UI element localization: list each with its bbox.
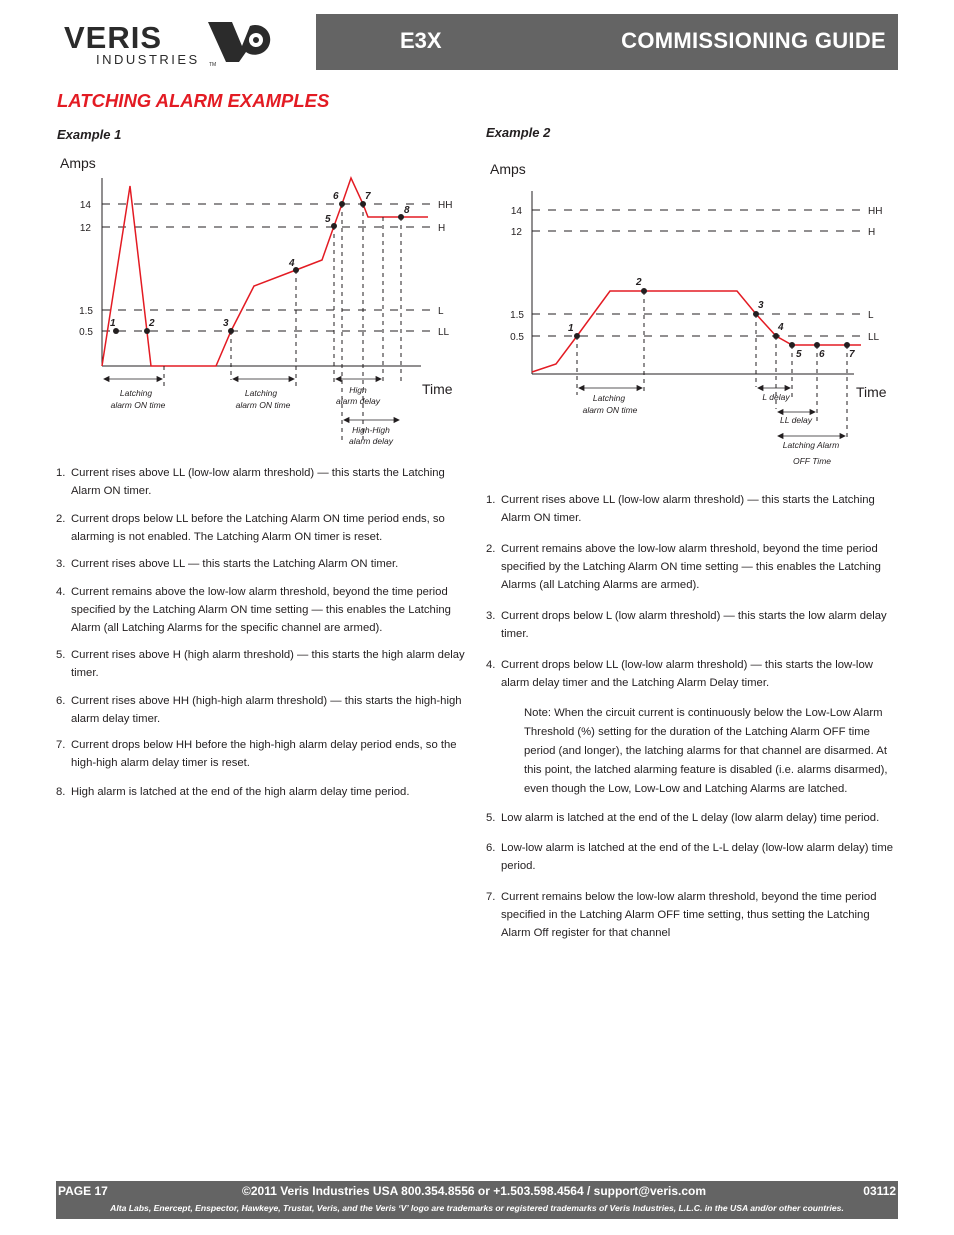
interval-label: Latching (119, 388, 153, 398)
point-label: 2 (636, 277, 642, 288)
y-tick-label: 0.5 (79, 327, 93, 338)
y-tick-label: 14 (510, 206, 522, 217)
threshold-label: H (868, 227, 876, 238)
y-tick-label: 12 (79, 223, 91, 234)
threshold-label: L (868, 310, 874, 321)
interval-label: High-High (352, 425, 390, 435)
example-2-note: Note: When the circuit current is continuously below the Low-Low Alarm Threshold (%) setting for the duration of the Latching Alarm OFF time period (and longer), the latching alarms for that channel are disarmed. At this point, the latched alarming feature is disabled (i.e. alarms disarmed), even though the Low, Low-Low and Latching Alarms are latched. (524, 707, 888, 795)
veris-v-icon (206, 20, 276, 64)
threshold-label: HH (868, 206, 883, 217)
list-item: 4. Current drops below LL (low-low alarm threshold) — this starts the low-low alarm delay timer and the Latching Alarm Delay timer. (486, 659, 873, 689)
point-label: 5 (325, 214, 331, 225)
page-header (56, 14, 898, 70)
point-label: 5 (796, 349, 802, 360)
product-model: E3X (400, 28, 442, 53)
point-label: 3 (758, 300, 764, 311)
logo-trademark: TM (209, 62, 217, 68)
interval-label: alarm ON time (235, 400, 291, 410)
interval-label: alarm ON time (582, 405, 638, 415)
interval-label: Latching (592, 393, 626, 403)
interval-label: L delay (762, 392, 790, 402)
list-item: 7. Current remains below the low-low alarm threshold, beyond the time period specified in the Latching Alarm OFF time setting, thus setting the Latching Alarm Off register for that channel (486, 891, 877, 939)
list-item: 2. Current remains above the low-low alarm threshold, beyond the time period specified by the Latching Alarm ON time setting — this enables the Latching Alarms (all Latching Alarms are armed). (486, 543, 881, 591)
document-code: 03112 (863, 1184, 896, 1198)
list-item: 5. Current rises above H (high alarm threshold) — this starts the high alarm delay timer. (56, 649, 465, 679)
point-label: 8 (404, 205, 410, 216)
list-item: 6. Current rises above HH (high-high alarm threshold) — this starts the high-high alarm delay timer. (56, 695, 462, 725)
point-label: 6 (333, 191, 339, 202)
interval-label: LL delay (780, 415, 812, 425)
interval-label: Latching Alarm (782, 440, 840, 450)
point-label: 7 (849, 349, 855, 360)
y-axis-label: Amps (490, 161, 526, 177)
point-label: 1 (110, 318, 116, 329)
interval-label: alarm delay (336, 396, 380, 406)
data-point (814, 342, 820, 348)
threshold-label: LL (438, 327, 450, 338)
example-1-chart (56, 150, 476, 460)
example-2-chart (486, 155, 906, 475)
data-point (574, 333, 580, 339)
list-item: 5. Low alarm is latched at the end of the L delay (low alarm delay) time period. (486, 812, 880, 824)
section-title: LATCHING ALARM EXAMPLES (57, 90, 330, 111)
copyright-contact: ©2011 Veris Industries USA 800.354.8556 or +1.503.598.4564 / support@veris.com (242, 1184, 707, 1198)
point-label: 7 (365, 191, 371, 202)
data-point (773, 333, 779, 339)
y-tick-label: 1.5 (79, 306, 93, 317)
data-point (339, 201, 345, 207)
list-item: 1. Current rises above LL (low-low alarm threshold) — this starts the Latching Alarm ON timer. (486, 494, 875, 524)
page-number: PAGE 17 (58, 1184, 108, 1198)
x-axis-label: Time (856, 384, 887, 400)
y-tick-label: 12 (510, 227, 522, 238)
interval-label: Latching (244, 388, 278, 398)
threshold-lines (102, 204, 431, 331)
list-item: 7. Current drops below HH before the high-high alarm delay period ends, so the high-high alarm delay timer is reset. (56, 739, 457, 769)
point-label: 2 (149, 318, 155, 329)
interval-label: alarm ON time (110, 400, 166, 410)
point-label: 3 (223, 318, 229, 329)
y-tick-label: 14 (79, 200, 91, 211)
example-1-label: Example 1 (57, 127, 122, 142)
x-axis-label: Time (422, 381, 453, 397)
list-item: 2. Current drops below LL before the Latching Alarm ON time period ends, so alarming is not enabled. The Latching Alarm ON timer is reset. (56, 513, 445, 543)
point-label: 4 (289, 258, 295, 269)
list-item: 4. Current remains above the low-low alarm threshold, beyond the time period specified by the Latching Alarm ON time setting — this enables the Latching Alarm (all Latching Alarms for the specific channel are armed). (56, 586, 451, 634)
y-axis-label: Amps (60, 155, 96, 171)
example-2-label: Example 2 (486, 125, 551, 140)
threshold-label: L (438, 306, 444, 317)
guide-title: COMMISSIONING GUIDE (621, 28, 886, 53)
y-tick-label: 0.5 (510, 332, 524, 343)
list-item: 1. Current rises above LL (low-low alarm threshold) — this starts the Latching Alarm ON timer. (56, 467, 445, 497)
point-label: 4 (778, 322, 784, 333)
current-trace (532, 291, 861, 372)
data-point (228, 328, 234, 334)
list-item: 8. High alarm is latched at the end of the high alarm delay time period. (56, 786, 410, 798)
logo-wordmark: VERIS (64, 20, 163, 55)
list-item: 6. Low-low alarm is latched at the end of the L-L delay (low-low alarm delay) time period. (486, 842, 894, 872)
current-trace (102, 178, 428, 366)
trademark-notice: Alta Labs, Enercept, Enspector, Hawkeye, Trustat, Veris, and the Veris ‘V’ logo are trademarks or registered trademarks of Veris Industries, L.L.C. in the USA and/or other countries. (110, 1203, 844, 1213)
interval-label: OFF Time (792, 456, 832, 466)
data-point (641, 288, 647, 294)
list-item: 3. Current drops below L (low alarm threshold) — this starts the low alarm delay timer. (486, 610, 887, 640)
interval-label: High (349, 385, 367, 395)
data-point (331, 223, 337, 229)
threshold-lines (532, 210, 861, 336)
logo-subtitle: INDUSTRIES (96, 52, 200, 67)
threshold-label: H (438, 223, 446, 234)
point-label: 1 (568, 323, 574, 334)
list-item: 3. Current rises above LL — this starts the Latching Alarm ON timer. (56, 558, 399, 570)
y-tick-label: 1.5 (510, 310, 524, 321)
threshold-label: HH (438, 200, 453, 211)
interval-label: alarm delay (349, 436, 393, 446)
point-label: 6 (819, 349, 825, 360)
veris-logo (56, 14, 316, 70)
threshold-label: LL (868, 332, 880, 343)
data-point (844, 342, 850, 348)
data-point (789, 342, 795, 348)
page-footer (56, 1181, 898, 1219)
data-point (753, 311, 759, 317)
